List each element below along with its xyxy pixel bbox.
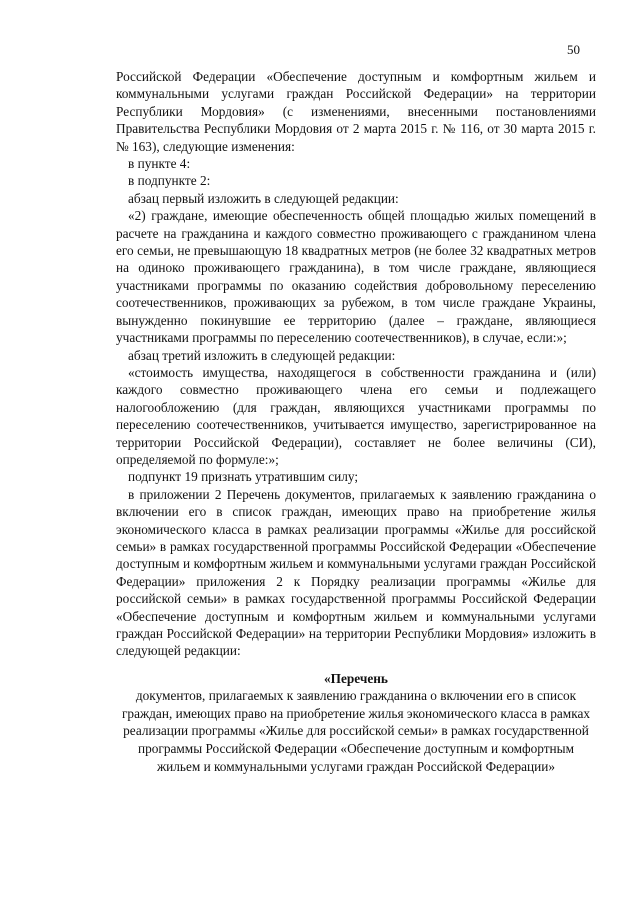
page-number: 50 [567,42,580,57]
paragraph-subpoint-2: в подпункте 2: [128,173,211,189]
paragraph-property-value: «стоимость имущества, находящегося в собственности гражданина и (или) каждого совместно проживающего члена его семьи и подлежащего налогообложению (для граждан, являющихся участниками программы по переселению соотечественников, учитывается имущество, зарегистрированное на территории Российской Федерации), составляет не более величины (СИ), определяемой по формуле:»; [116,364,596,467]
paragraph-continuation: Российской Федерации «Обеспечение доступным и комфортным жильем и коммунальными услугами граждан Российской Федерации» на территории Республики Мордовия» (с изменениями, внесенными постановлениями Правительства Республики Мордовия от 2 марта 2015 г. № 116, от 30 марта 2015 г. № 163), следующие изменения: [116,69,596,154]
paragraph-third-abzac: абзац третий изложить в следующей редакции: [128,347,396,363]
paragraph-point-4: в пункте 4: [128,156,191,172]
list-subheading: документов, прилагаемых к заявлению гражданина о включении его в список граждан, имеющих право на приобретение жилья экономического класса в рамках реализации программы «Жилье для российской семьи» в рамках государственной программы Российской Федерации «Обеспечение доступным и комфортным жильем и коммунальными услугами граждан Российской Федерации» [121,688,591,774]
list-heading: «Перечень [324,670,388,686]
paragraph-subpoint-19: подпункт 19 признать утратившим силу; [128,469,359,485]
document-body [116,68,596,775]
paragraph-first-abzac: абзац первый изложить в следующей редакции: [128,190,399,206]
paragraph-citizens-definition: «2) граждане, имеющие обеспеченность общей площадью жилых помещений в расчете на гражданина и каждого совместно проживающего с гражданином члена его семьи, не превышающую 18 квадратных метров (не более 32 квадратных метров на одиноко проживающего гражданина), в том числе граждане, являющиеся участниками программы по оказанию содействия добровольному переселению соотечественников, проживающих за рубежом, в том числе граждане Украины, вынужденно покинувшие ее территорию (далее – граждане, являющиеся участниками программы по переселению соотечественников), в случае, если:»; [116,208,596,346]
paragraph-appendix-2: в приложении 2 Перечень документов, прилагаемых к заявлению гражданина о включении его в список граждан, имеющих право на приобретение жилья экономического класса в рамках реализации программы «Жилье для российской семьи» в рамках государственной программы Российской Федерации «Обеспечение доступным и комфортным жильем и коммунальными услугами граждан Российской Федерации» приложения 2 к Порядку реализации программы «Жилье для российской семьи» в рамках государственной программы Российской Федерации «Обеспечение доступным и комфортным жильем и коммунальными услугами граждан Российской Федерации» на территории Республики Мордовия» изложить в следующей редакции: [116,486,596,659]
